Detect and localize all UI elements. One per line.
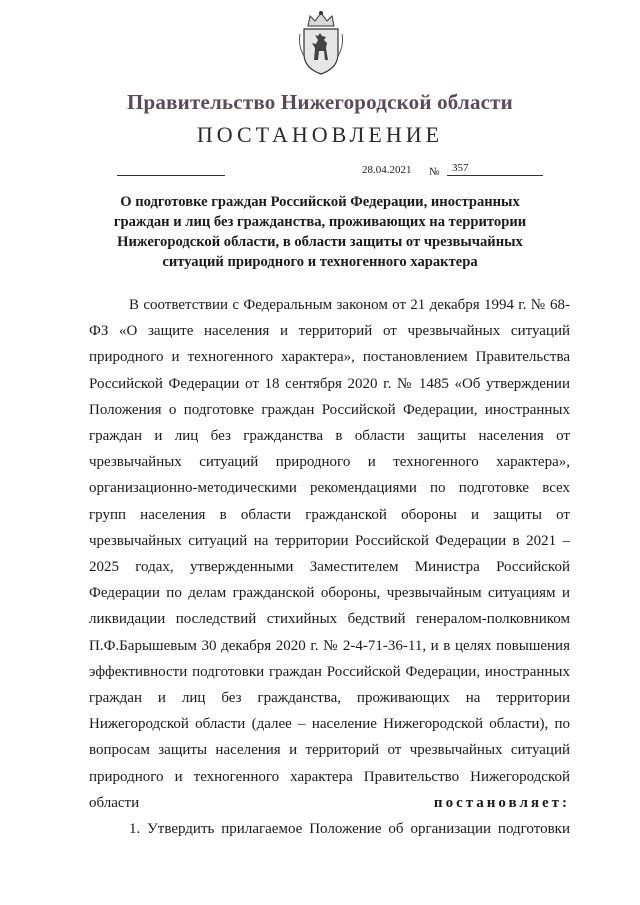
number-line: [447, 175, 543, 176]
coat-of-arms-icon: [296, 10, 346, 76]
government-title: Правительство Нижегородской области: [127, 90, 513, 114]
body-paragraph-1: [89, 292, 570, 816]
document-date: 28.04.2021: [362, 164, 412, 176]
number-sign: №: [429, 166, 440, 178]
document-number: 357: [452, 162, 469, 174]
resolves-keyword: постановляет:: [433, 794, 570, 811]
document-body: [89, 292, 570, 842]
document-subject: О подготовке граждан Российской Федерации, иностранных граждан и лиц без гражданства, проживающих на территории Нижегородской области, в области защиты от чрезвычайных ситуаций природного и техногенного характера: [113, 194, 527, 270]
body-paragraph-2: 1. Утвердить прилагаемое Положение об организации подготовки: [129, 821, 570, 838]
document-type: ПОСТАНОВЛЕНИЕ: [196, 122, 444, 147]
date-signature-line: [117, 175, 225, 176]
body-paragraph-1-text: В соответствии с Федеральным законом от 21 декабря 1994 г. № 68-ФЗ «О защите населения и территорий от чрезвычайных ситуаций природного и техногенного характера», постановлением Правительства Российской Федерации от 18 сентября 2020 г. № 1485 «Об утверждении Положения о подготовке граждан Российской Федерации, иностранных граждан и лиц без гражданства в области защиты населения от чрезвычайных ситуаций природного и техногенного характера», организационно-методическими рекомендациями по подготовке всех групп населения в области гражданской обороны и защиты от чрезвычайных ситуаций на территории Российской Федерации в 2021 – 2025 годах, утвержденными Заместителем Министра Российской Федерации по делам гражданской обороны, чрезвычайным ситуациям и ликвидации последствий стихийных бедствий генералом-полковником П.Ф.Барышевым 30 декабря 2020 г. № 2-4-71-36-11, и в целях повышения эффективности подготовки граждан Российской Федерации, иностранных граждан и лиц без гражданства, проживающих на территории Нижегородской области (далее – население Нижегородской области), по вопросам защиты населения и территорий от чрезвычайных ситуаций природного и техногенного характера Правительство Нижегородской области: [89, 297, 570, 811]
